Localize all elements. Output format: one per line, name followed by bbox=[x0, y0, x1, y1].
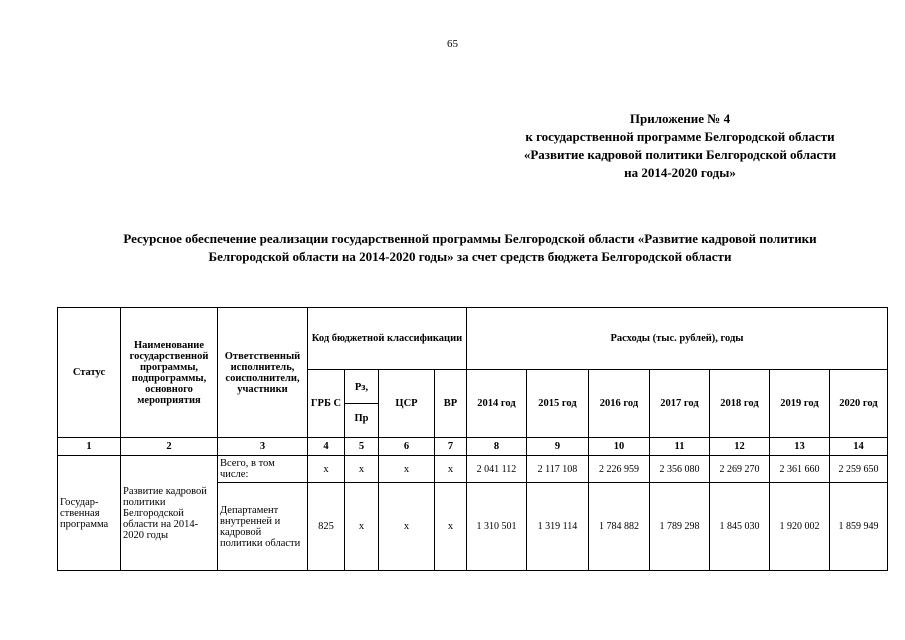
index-cell: 6 bbox=[379, 438, 435, 456]
rzpr-cell: х bbox=[345, 456, 379, 483]
document-title bbox=[40, 230, 900, 266]
header-year-2018: 2018 год bbox=[710, 370, 770, 438]
value-cell: 2 269 270 bbox=[710, 456, 770, 483]
index-cell: 5 bbox=[345, 438, 379, 456]
header-responsible: Ответственный исполнитель, соисполнители, участники bbox=[218, 308, 308, 438]
value-cell: 1 319 114 bbox=[527, 483, 589, 571]
appendix-line-4: на 2014-2020 годы» bbox=[624, 165, 736, 180]
value-cell: 1 845 030 bbox=[710, 483, 770, 571]
header-year-2017: 2017 год bbox=[650, 370, 710, 438]
value-cell: 1 920 002 bbox=[770, 483, 830, 571]
document-title-line-1: Ресурсное обеспечение реализации государственной программы Белгородской области «Развитие кадровой политики bbox=[123, 231, 817, 246]
header-year-2016: 2016 год bbox=[589, 370, 650, 438]
value-cell: 1 784 882 bbox=[589, 483, 650, 571]
appendix-line-2: к государственной программе Белгородской области bbox=[525, 129, 835, 144]
value-cell: 1 859 949 bbox=[830, 483, 888, 571]
header-pr: Пр bbox=[354, 413, 369, 424]
responsible-cell: Департамент внутренней и кадровой политики области bbox=[218, 483, 308, 571]
value-cell: 1 789 298 bbox=[650, 483, 710, 571]
appendix-header bbox=[470, 110, 890, 182]
index-cell: 13 bbox=[770, 438, 830, 456]
header-name: Наименование государственной программы, подпрограммы, основного мероприятия bbox=[121, 308, 218, 438]
grbs-cell: х bbox=[308, 456, 345, 483]
header-year-2020: 2020 год bbox=[830, 370, 888, 438]
appendix-line-3: «Развитие кадровой политики Белгородской области bbox=[523, 147, 837, 162]
index-cell: 14 bbox=[830, 438, 888, 456]
index-cell: 4 bbox=[308, 438, 345, 456]
vr-cell: х bbox=[435, 456, 467, 483]
grbs-cell: 825 bbox=[308, 483, 345, 571]
appendix-line-1: Приложение № 4 bbox=[629, 111, 731, 126]
value-cell: 2 226 959 bbox=[589, 456, 650, 483]
value-cell: 2 041 112 bbox=[467, 456, 527, 483]
value-cell: 2 117 108 bbox=[527, 456, 589, 483]
header-budget-code: Код бюджетной классификации bbox=[308, 308, 467, 370]
status-cell: Государ-ственная программа bbox=[58, 456, 121, 571]
header-rz: Рз, bbox=[345, 373, 378, 404]
header-csr: ЦСР bbox=[379, 370, 435, 438]
index-cell: 3 bbox=[218, 438, 308, 456]
value-cell: 2 356 080 bbox=[650, 456, 710, 483]
csr-cell: х bbox=[379, 483, 435, 571]
header-grbs: ГРБ С bbox=[308, 370, 345, 438]
page-number: 65 bbox=[447, 38, 458, 50]
csr-cell: х bbox=[379, 456, 435, 483]
index-row bbox=[58, 438, 888, 456]
header-status: Статус bbox=[58, 308, 121, 438]
document-title-line-2: Белгородской области на 2014-2020 годы» за счет средств бюджета Белгородской области bbox=[208, 249, 732, 264]
header-rz-pr bbox=[345, 370, 379, 438]
rzpr-cell: х bbox=[345, 483, 379, 571]
header-year-2019: 2019 год bbox=[770, 370, 830, 438]
header-year-2015: 2015 год bbox=[527, 370, 589, 438]
value-cell: 2 361 660 bbox=[770, 456, 830, 483]
index-cell: 8 bbox=[467, 438, 527, 456]
index-cell: 12 bbox=[710, 438, 770, 456]
index-cell: 1 bbox=[58, 438, 121, 456]
header-year-2014: 2014 год bbox=[467, 370, 527, 438]
value-cell: 2 259 650 bbox=[830, 456, 888, 483]
index-cell: 7 bbox=[435, 438, 467, 456]
index-cell: 2 bbox=[121, 438, 218, 456]
index-cell: 9 bbox=[527, 438, 589, 456]
table-row bbox=[58, 456, 888, 483]
resource-table bbox=[57, 307, 888, 571]
header-vr: ВР bbox=[435, 370, 467, 438]
header-expenses: Расходы (тыс. рублей), годы bbox=[467, 308, 888, 370]
index-cell: 10 bbox=[589, 438, 650, 456]
program-name-cell: Развитие кадровой политики Белгородской области на 2014-2020 годы bbox=[121, 456, 218, 571]
value-cell: 1 310 501 bbox=[467, 483, 527, 571]
responsible-cell: Всего, в том числе: bbox=[218, 456, 308, 483]
vr-cell: х bbox=[435, 483, 467, 571]
index-cell: 11 bbox=[650, 438, 710, 456]
